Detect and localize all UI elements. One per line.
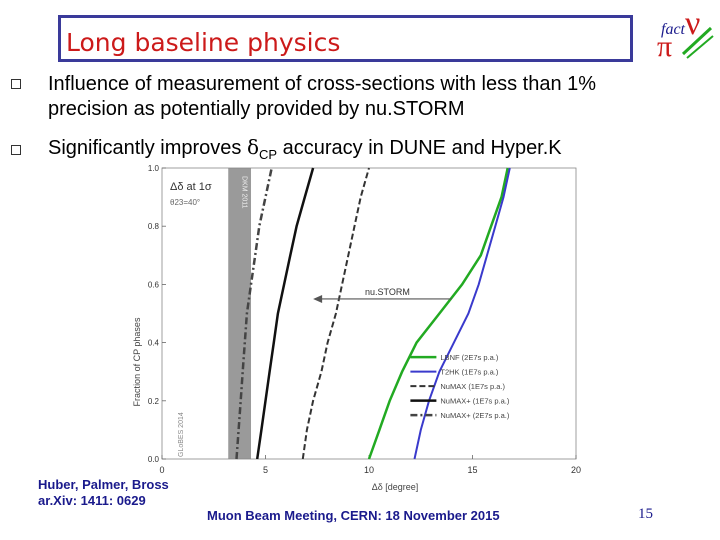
legend-label-4: NuMAX+ (1E7s p.a.): [440, 396, 510, 406]
sensitivity-chart: [120, 162, 590, 500]
logo-fact-text: fact: [661, 21, 685, 38]
citation-line-1: Huber, Palmer, Bross: [38, 477, 169, 492]
series-line-3: [303, 168, 369, 459]
band-label: DKM 2011: [240, 176, 248, 209]
plot-frame: [162, 168, 576, 459]
bullet-marker-1: [11, 79, 21, 89]
bullet-2-suffix: accuracy in DUNE and Hyper.K: [277, 137, 562, 159]
nufact-logo-icon: [655, 8, 715, 63]
legend-label-2: T2HK (1E7s p.a.): [440, 367, 499, 377]
y-tick-label: 0.4: [147, 338, 159, 348]
legend-label-3: NuMAX (1E7s p.a.): [440, 382, 506, 392]
x-tick-label: 0: [159, 465, 165, 475]
logo-nu-glyph: ν: [685, 8, 701, 42]
y-axis-label: Fraction of CP phases: [132, 317, 142, 407]
x-tick-label: 20: [570, 465, 582, 475]
panel-label: Δδ at 1σ: [170, 181, 212, 193]
x-tick-label: 15: [467, 465, 478, 475]
logo-pi-glyph: π: [657, 30, 673, 63]
y-tick-label: 0.0: [147, 455, 159, 464]
y-tick-label: 0.6: [147, 280, 159, 290]
bullet-marker-2: [11, 145, 21, 155]
bullet-1-line-2: precision as potentially provided by nu.STORM: [48, 98, 465, 120]
delta-symbol: δ: [246, 135, 260, 159]
bullet-1: [48, 72, 596, 122]
y-tick-label: 0.2: [147, 396, 159, 406]
slide-title: Long baseline physics: [66, 28, 341, 57]
delta-subscript: CP: [259, 147, 278, 162]
series-line-4: [257, 168, 313, 459]
x-axis-label: Δδ [degree]: [371, 482, 419, 492]
x-tick-label: 10: [363, 465, 375, 475]
legend-label-1: LBNF (2E7s p.a.): [440, 353, 499, 363]
page-number: 15: [638, 506, 653, 522]
y-tick-label: 0.8: [147, 222, 159, 232]
bullet-1-line-1: Influence of measurement of cross-sections with less than 1%: [48, 73, 597, 95]
panel-sublabel: θ23=40°: [170, 198, 201, 207]
y-tick-label: 1.0: [147, 164, 159, 173]
annotation-label: nu.STORM: [365, 287, 410, 297]
footer-text: Muon Beam Meeting, CERN: 18 November 2015: [207, 508, 500, 523]
annotation-arrowhead: [313, 295, 322, 303]
citation-line-2: ar.Xiv: 1411: 0629: [38, 493, 146, 508]
x-tick-label: 5: [262, 465, 269, 475]
watermark: GLoBES 2014: [178, 412, 185, 457]
bullet-2-prefix: Significantly improves: [48, 137, 247, 159]
legend-label-5: NuMAX+ (2E7s p.a.): [440, 411, 510, 421]
citation: [38, 477, 169, 509]
